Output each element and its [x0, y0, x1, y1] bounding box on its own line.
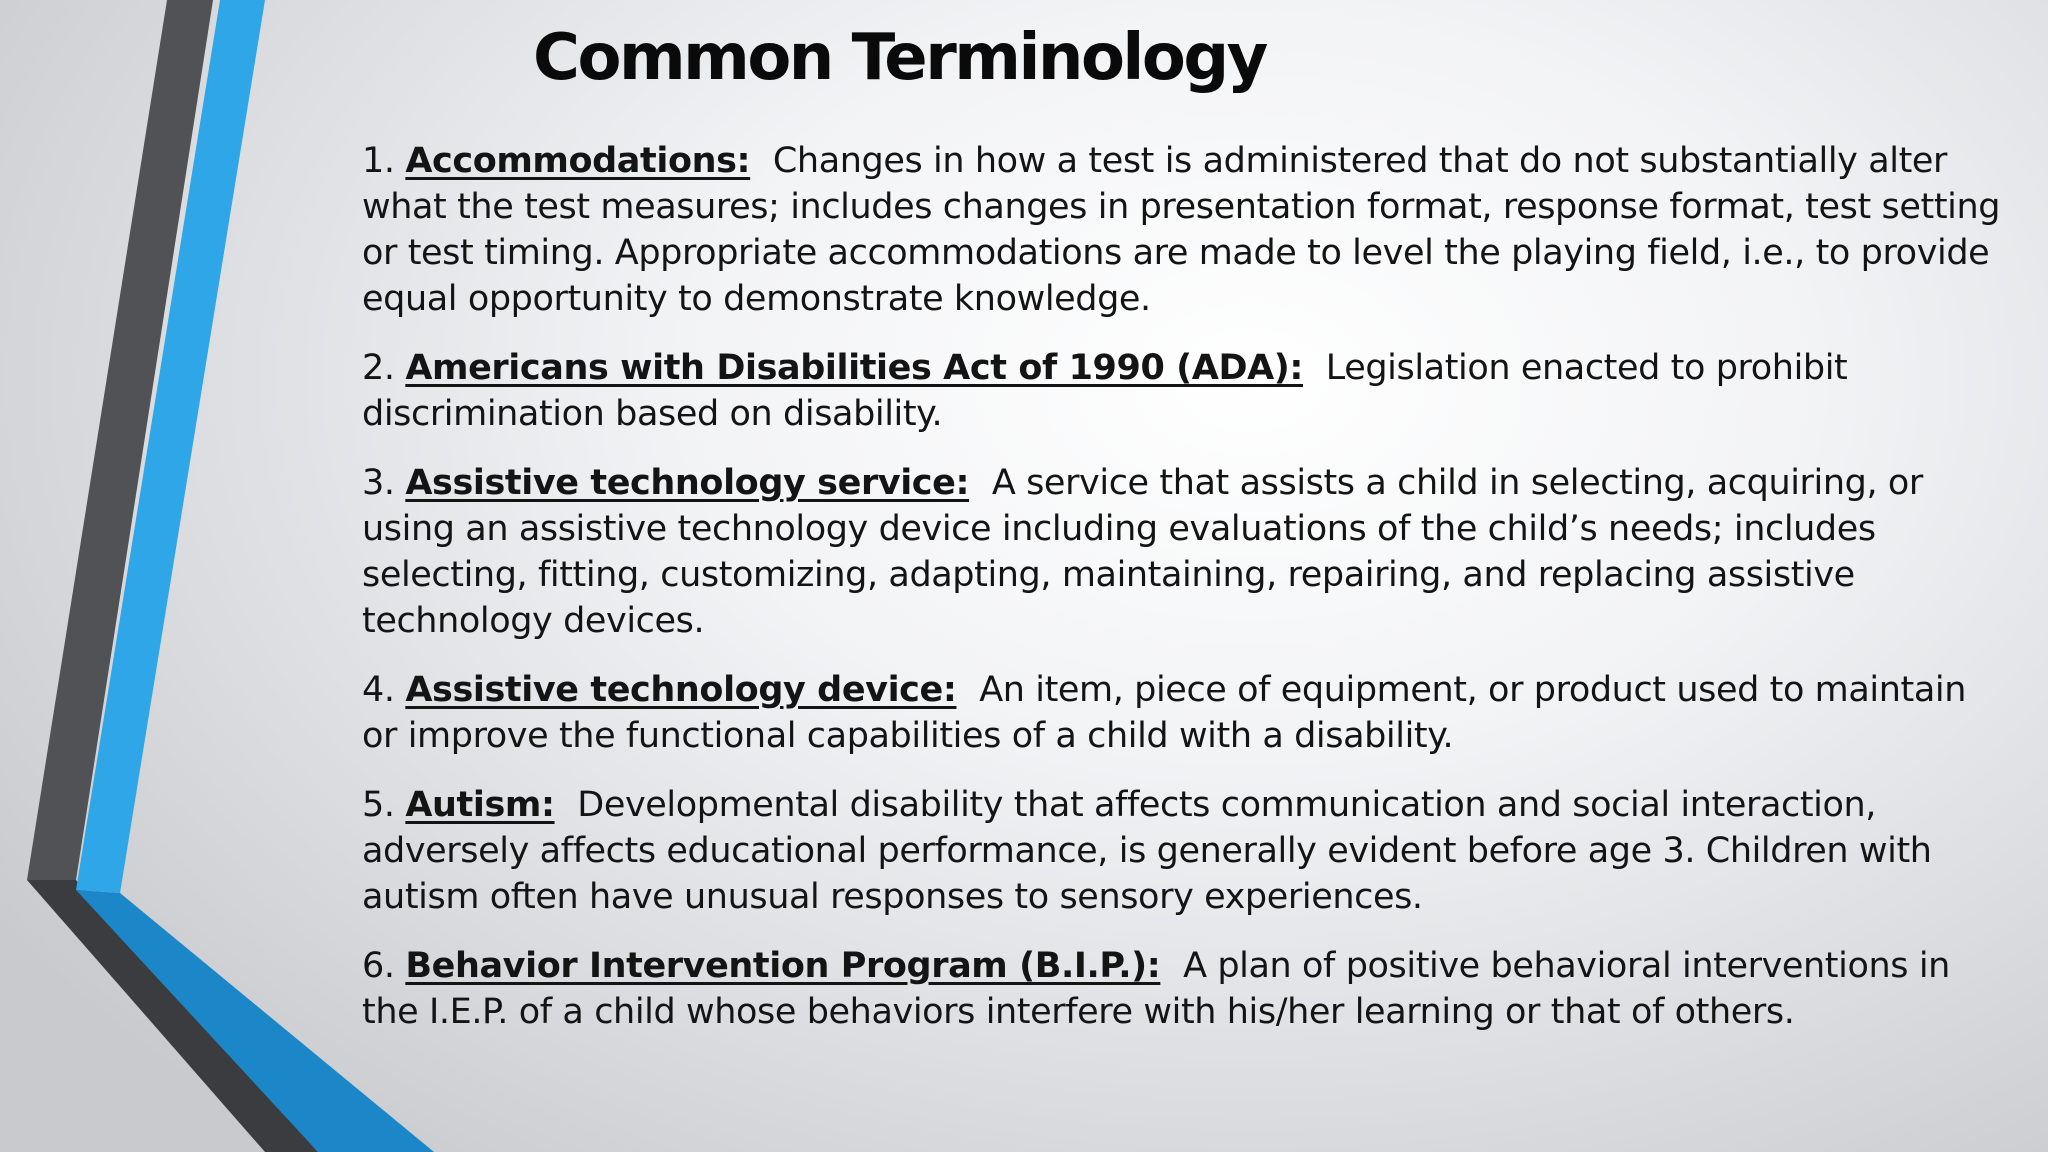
- term-name: Assistive technology service:: [405, 463, 970, 503]
- term-number: 6.: [362, 946, 395, 986]
- term-definition: Developmental disability that affects communication and social interaction, adversely affects educational performance, is generally evident before age 3. Children with autism often have unusual responses to sensory experiences.: [362, 785, 1932, 917]
- term-name: Autism:: [405, 785, 555, 825]
- gray-stripe-lower: [27, 880, 318, 1152]
- term-number: 4.: [362, 670, 395, 710]
- term-name: Americans with Disabilities Act of 1990 (ADA):: [405, 348, 1303, 388]
- list-item: [362, 943, 2002, 1035]
- list-item: [362, 667, 2002, 759]
- term-definition: A service that assists a child in selecting, acquiring, or using an assistive technology device including evaluations of the child’s needs; includes selecting, fitting, customizing, adapting, maintaining, repairing, and replacing assistive technology devices.: [362, 463, 1923, 641]
- term-number: 2.: [362, 348, 395, 388]
- term-number: 3.: [362, 463, 395, 503]
- list-item: [362, 460, 2002, 644]
- term-definition: An item, piece of equipment, or product used to maintain or improve the functional capabilities of a child with a disability.: [362, 670, 1967, 756]
- list-item: [362, 345, 2002, 437]
- list-item: [362, 138, 2002, 322]
- term-name: Assistive technology device:: [405, 670, 957, 710]
- list-item: [362, 782, 2002, 920]
- term-definition: A plan of positive behavioral interventions in the I.E.P. of a child whose behaviors interfere with his/her learning or that of others.: [362, 946, 1950, 1032]
- term-name: Behavior Intervention Program (B.I.P.):: [405, 946, 1161, 986]
- term-definition: Legislation enacted to prohibit discrimination based on disability.: [362, 348, 1848, 434]
- term-name: Accommodations:: [405, 141, 751, 181]
- slide-title: Common Terminology: [533, 21, 1266, 95]
- term-number: 5.: [362, 785, 395, 825]
- term-number: 1.: [362, 141, 395, 181]
- term-definition: Changes in how a test is administered that do not substantially alter what the test measures; includes changes in presentation format, response format, test setting or test timing. Appropriate accommodations are made to level the playing field, i.e., to provide equal opportunity to demonstrate knowledge.: [362, 141, 2001, 319]
- terminology-list: [362, 138, 2002, 1058]
